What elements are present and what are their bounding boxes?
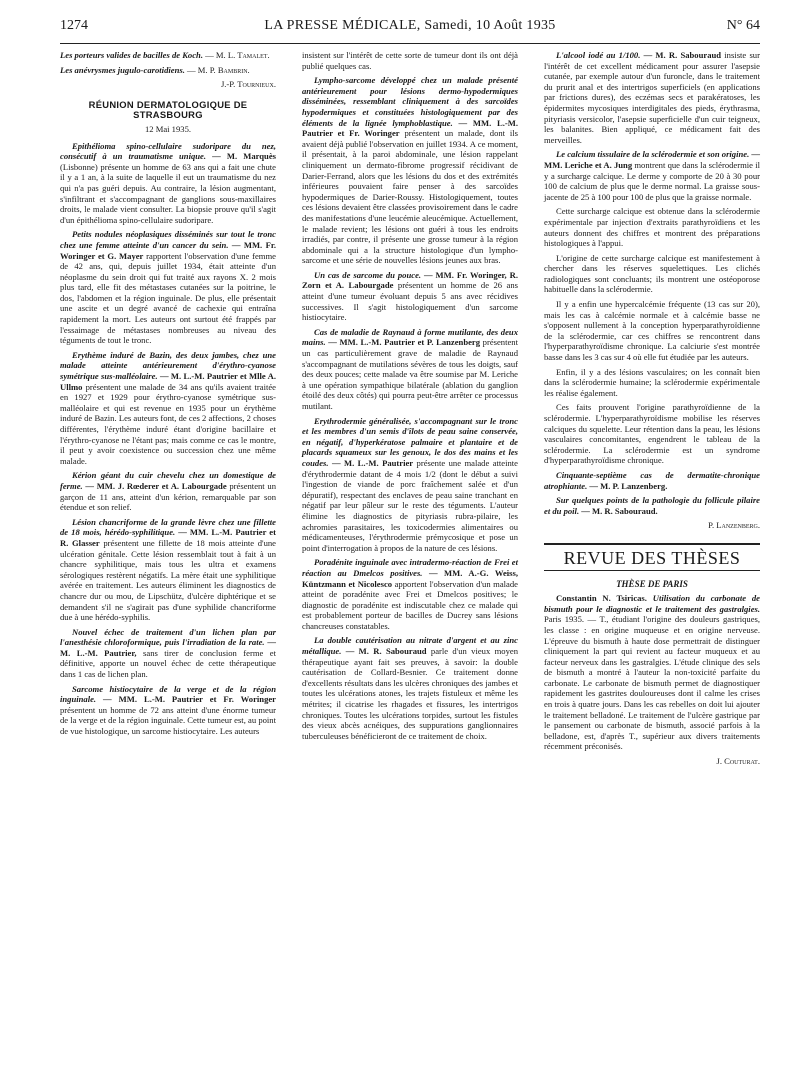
these-heading: THÈSE DE PARIS [616, 578, 688, 589]
column-1 [60, 50, 276, 741]
entry-authors: — M. L.-M. Pautrier, [60, 637, 276, 658]
entry-authors: — MM. L.-M. Pautrier et P. Lanzenberg [328, 337, 481, 348]
entry [544, 470, 760, 491]
paragraph: Ces faits prouvent l'origine parathyroïdienne de la sclérodermie. L'hyperparathyroïdisme mobilise les réserves calciques du squelette. Leur rétention dans la peau, les lésions vasculaires concomitantes, engendrent le tableau de la sclérodermie. La sclérodermie est un syndrome d'hyperparathyroïdisme chronique. [544, 402, 760, 466]
entry-title: Utilisation du carbonate de bismuth pour le diagnostic et le traitement des gastralgies. [544, 593, 760, 614]
paragraph: Enfin, il y a des lésions vasculaires; on les connaît bien dans la sclérodermie humaine; la sclérodermie expérimentale les réalise également. [544, 366, 760, 398]
entry-title: Un cas de sarcome du pouce. [314, 269, 422, 280]
entry-authors: — MM. L.-M. Pautrier et R. Glasser [60, 527, 276, 548]
entry [60, 470, 276, 512]
column-3 [544, 50, 760, 771]
entry-text: insiste sur l'intérêt de cet excellent médicament pour assurer l'asepsie cutanée, par exemple autour d'un furoncle, dans le traitement du prurit anal et des intertrigos superficiels (en applications par frictions dures), des eczémas secs et parakératoses, les épidermites mycosiques interdigitales des pieds, érythrasma, pityriasis versicolor, l'asepsie superficielle d'un cuir teigneux, les balanites. Bien appliqué, ce médicament fait des merveilles. [544, 50, 760, 145]
entry-text: présentent un garçon de 11 ans, atteint d'un kérion, remarquable par son étendue et son relief. [60, 480, 276, 513]
entry [60, 627, 276, 680]
entry-text: sans tirer de conclusion ferme et définitive, apporte un nouvel échec de cette thérapeutique dans 1 cas de lichen plan. [60, 647, 277, 680]
entry-authors: — M. L.-M. Pautrier [331, 457, 414, 468]
entry-title: Poradénite inguinale avec intradermo-réaction de Frei et réaction au Dmelcos positives. [302, 557, 518, 578]
entry [544, 495, 760, 516]
entry-authors: — MM. A.-G. Weiss, Küntzmann et Nicolesco [302, 567, 518, 589]
entry [302, 270, 518, 323]
entry-authors: — MM. L.-M. Pautrier et Fr. Woringer [302, 117, 519, 139]
paragraph: L'origine de cette surcharge calcique est manifestement à chercher dans les réserves squelettiques. Les clichés radiologiques sont concluants; ils montrent une ostéoporose habituelle dans la sclérodermie. [544, 252, 760, 295]
revue-title: REVUE DES THÈSES [563, 547, 741, 568]
entry-text: montrent que dans la sclérodermie il y a surcharge calcique. Le derme y comporte de 20 à 30 pour 100 de calcium de plus que le derme normal. La graisse sous-jacente de 25 à 100 pour 100 de plus que la graisse normale. [544, 159, 760, 202]
entry-authors: — M. R. Sabouraud. [581, 505, 658, 516]
entry [60, 141, 276, 226]
entry-authors: — M. R. Sabouraud [643, 50, 722, 60]
entry-title: Nouvel échec de traitement d'un lichen plan par l'anesthésie chloroformique, puis l'irradiation de la rate. [60, 626, 276, 648]
entry-authors: — MM. Fr. Woringer, R. Zorn et A. Labourgade [302, 269, 518, 291]
entry-authors: — MM. J. Rœderer et A. Labourgade [85, 480, 227, 491]
entry [544, 593, 760, 752]
entry-title: Lésion chancriforme de la grande lèvre chez une fillette de 18 mois, hérédo-syphilitique. [60, 516, 276, 538]
signature: J.-P. Tournieux. [220, 79, 276, 90]
entry-authors: — M. L. Tamalet. [205, 50, 270, 60]
entry-title: Lympho-sarcome développé chez un malade présenté antérieurement pour lésions dermo-hypodermiques disséminées, ressemblant cliniquement à des sarcoïdes hypodermiques et constituées histologiquement par des éléments de la lignée lymphoblastique. [302, 75, 518, 128]
entry-authors: — M. P. Lanzenberg. [589, 480, 668, 491]
page-header [60, 18, 760, 40]
entry-authors: — M. L.-M. Pautrier et Mlle A. Ullmo [60, 371, 276, 392]
entry [60, 684, 276, 737]
entry-authors: — M. P. Bambrin. [187, 64, 250, 75]
entry [302, 416, 518, 554]
entry-authors: — M. Marquès [212, 151, 276, 162]
revue-banner [544, 543, 760, 571]
entry-text: (Lisbonne) présente un homme de 63 ans qui a fait une chute il y a 1 an, à la suite de laquelle il eut un traumatisme du nez qui n'a pas guéri depuis. Au contraire, la lésion augmentant, s'infiltrant et s'accompagnant de ganglions sous-maxillaires droits, le malade vient consulter. La biopsie prouve qu'il s'agit d'un épithélioma spino-cellulaire sudoripare. [60, 161, 276, 225]
entry [60, 350, 276, 467]
section-title: RÉUNION DERMATOLOGIQUE DE STRASBOURG [88, 98, 248, 121]
section-date: 12 Mai 1935. [144, 123, 192, 134]
entry [302, 557, 518, 631]
entry-title: Sarcome histiocytaire de la verge et de la région inguinale. [60, 683, 276, 705]
entry [302, 635, 518, 741]
entry-title: Erythrodermie généralisée, s'accompagnant sur le tronc et les membres d'un semis d'îlots de peau saine conservée, en négatif, d'hyperkératose palmaire et plantaire et de placards squameux sur les genoux, le dos des mains et les coudes. [302, 415, 518, 468]
column-2 [302, 50, 518, 745]
header-rule [60, 43, 760, 44]
entry-authors: Constantin N. Tsiricas. [556, 593, 647, 604]
entry-title: Cinquante-septième cas de dermatite-chronique atrophiante. [544, 469, 760, 491]
entry-text: présentent un homme de 72 ans atteint d'une énorme tumeur de la verge et de la région inguinale. Cette tumeur est, au point de vue histologique, un sarcome histiocytaire. Les auteurs [60, 704, 276, 737]
entry-authors: — M. R. Sabouraud [345, 646, 427, 657]
signature: P. Lanzenberg. [708, 520, 760, 531]
entry-title: Cas de maladie de Raynaud à forme mutilante, des deux mains. [302, 326, 518, 348]
entry-text: parle d'un vieux moyen thérapeutique ayant fait ses preuves, à savoir: la double cautérisation de Collard-Besnier. Ce traitement donne d'excellents résultats dans les ulcères chroniques des jambes et toutes les ulcérations atones, les trajets fistuleux et même les métrites; il cicatrise les rhagades et fissures, les intertrigos chroniques. Toutes les ulcérations torpides, surtout les fistules des vieux abcès acnéiques, des suppurations ganglionnaires tuberculeuses bénéficieront de ce traitement de choix. [302, 646, 518, 741]
entry-text: présentent un malade, dont ils avaient déjà publié l'observation en juillet 1934. A ce moment, il présentait, à la paroi abdominale, une lésion rappelant cliniquement un dermato-fibrome progressif récidivant de Darier-Ferrand, alors que les lésions du dos et des extrémités inférieures pouvaient faire penser à des sarcoïdes hypodermiques de Darier-Roussy. Histologiquement, toutes ces lésions devaient être classées provisoirement dans le cadre des manifestations d'une leucémie aleucémique. Actuellement, le malade revient; les lésions ont guéri à tous les endroits irradiés, par contre, il présente une grosse tumeur à la région abdominale qui a la structure histologique d'un lympho-sarcome et une série de nouvelles lésions jeunes aux bras. [302, 128, 518, 266]
entry-title: Les porteurs valides de bacilles de Koch. [60, 50, 203, 60]
entry-authors: — MM. Fr. Woringer et G. Mayer [60, 239, 277, 261]
entry [302, 75, 518, 266]
entry-continuation: insistent sur l'intérêt de cette sorte de tumeur dont ils ont déjà publié quelques cas. [302, 50, 518, 71]
entry [60, 65, 276, 76]
entry [544, 149, 760, 202]
entry [60, 517, 276, 623]
entry-title: Le calcium tissulaire de la sclérodermie et son origine. [556, 149, 750, 160]
entry [60, 229, 276, 346]
journal-title: LA PRESSE MÉDICALE, Samedi, 10 Août 1935 [264, 18, 556, 33]
entry [544, 50, 760, 145]
paragraph: Il y a enfin une hypercalcémie fréquente (13 cas sur 20), mais les cas à calcémie normale et à calcémie basse ne s'opposent nullement à la conception hyperparathyroïdienne de la sclérodermie, car ces chiffres se rencontrent dans l'hyperparathyroïdisme chronique. La calciurie s'est montrée basse dans les 3 cas sur 4 où elle fut étudiée par les auteurs. [544, 299, 760, 363]
issue-number: N° 64 [726, 18, 760, 33]
entry-authors: — MM. Leriche et A. Jung [544, 149, 760, 170]
entry-text: présentent une malade de 34 ans qu'ils avaient traitée en 1927 et 1929 pour érythro-cyanose symétrique sus-malléolaire et qui est revenue en 1935 pour un érythème induré de Bazin. Les auteurs font, de ces 2 affections, 2 choses différentes, l'érythème induré étant d'origine bacillaire et l'érythro-cyanose ne l'étant pas; mais comme ce cas le montre, il peut y avoir coexistence ou succession chez une même malade. [60, 381, 276, 466]
entry-text: présentent un homme de 26 ans atteint d'une tumeur évoluant depuis 5 ans avec récidives successives. Il s'agit histologiquement d'un sarcome histiocytaire. [302, 280, 518, 323]
page-number: 1274 [60, 18, 88, 33]
entry-text: apportent l'observation d'un malade atteint de poradénite avec Frei et Dmelcos positives; le diagnostic de poradénite est indiscutable chez ce malade qui est probablement porteur de bacilles de Ducrey sans lésions chancreuses constatables. [302, 578, 518, 631]
entry-title: L'alcool iodé au 1/100. [556, 50, 641, 60]
entry-authors: — MM. L.-M. Pautrier et Fr. Woringer [103, 694, 276, 705]
signature: J. Couturat. [716, 756, 760, 767]
entry-title: Sur quelques points de la pathologie du follicule pilaire et du poil. [544, 495, 760, 516]
entry-text: présentent une fillette de 18 mois atteinte d'une ulcération génitale. Cette lésion ressemblait tout à fait à un chancre syphilitique, mais tous les ultra et examens sérologiques restèrent négatifs. La mère était une syphilitique avérée en traitement. Les auteurs éliminent les diagnostics de chancre dur ou mou, de Lipschütz, d'ulcère diphtérique et se demandent s'il ne s'agirait pas d'une syphilide chancriforme due à une hérédo-syphilis. [60, 537, 276, 623]
entry-title: La double cautérisation au nitrate d'argent et au zinc métallique. [302, 635, 518, 657]
entry-title: Les anévrysmes jugulo-carotidiens. [60, 64, 185, 75]
entry-text: Paris 1935. — T., étudiant l'origine des douleurs gastriques, les classe : en origine muqueuse et en origine nerveuse. L'épreuve du bismuth à haute dose permettrait de distinguer cliniquement la part qui revient au facteur muqueux et au facteur nerveux dans les gastralgies. L'étude clinique des sels de bismuth a montré à l'auteur la non-toxicité parfaite du carbonate. Le carbonate de bismuth permet de diagnostiquer rapidement les gastrites douloureuses dont il calme les crises en trois à quatre jours. Dans les cas rebelles on doit lui ajouter le traitement belladoné. Le traitement de l'ulcère gastrique par le pansement ou carbonate de bismuth, associé parfois à la belladone, est, d'après T., supérieur aux divers traitements récemment préconisés. [544, 614, 760, 752]
entry [60, 50, 276, 61]
entry-text: présente une malade atteinte d'érythrodermie datant de 4 mois 1/2 (dont le début a suivi l'ingestion de viande de porc fraîchement salée et d'un dépuratif), respectant des enclaves de peau saine tranchant en négatif par leur pâleur sur le reste des téguments. L'auteur élimine les diagnostics de pityriasis rubra-pilaire, les achromies parasitaires, les toxicodermies alimentaires ou médicamenteuses, l'érythrodermie prémycosique et pose un point d'interrogation à propos de la nature de ces lésions. [302, 457, 518, 553]
entry-text: présentent un cas particulièrement grave de maladie de Raynaud s'accompagnant de mutilations sévères de tous les doigts, sauf des deux pouces; cette malade va être soumise par M. Leriche à une opération sympathique bilatérale (ablation du ganglion étoilé des deux côtés) qui pourra peut-être arrêter ce processus mutilant. [302, 337, 518, 411]
entry-title: Petits nodules néoplasiques disséminés sur tout le tronc chez une femme atteinte d'un cancer du sein. [60, 229, 276, 250]
entry-title: Kérion géant du cuir chevelu chez un domestique de ferme. [60, 470, 276, 491]
entry-title: Epithélioma spino-cellulaire sudoripare du nez, consécutif à un traumatisme unique. [60, 140, 276, 162]
paragraph: Cette surcharge calcique est obtenue dans la sclérodermie expérimentale par injection d'extraits parathyroïdiens et les auteurs donnent des chiffres et montrent des préparations histologiques à l'appui. [544, 206, 760, 249]
entry [302, 327, 518, 412]
entry-title: Erythème induré de Bazin, des deux jambes, chez une malade atteinte antérieurement d'érythro-cyanose symétrique sus-malléolaire. [60, 349, 276, 382]
entry-text: rapportent l'observation d'une femme de 42 ans, qui, depuis juillet 1934, était atteinte d'un néoplasme du sein droit qui fut traité aux rayons X. 2 mois plus tard, elle fit des métastases cutanées sur la poitrine, le dos, l'abdomen et la région inguinale. De plus, elle présentait une ascite et un degré avancé de cachexie qui entraîna rapidement la mort. Les auteurs ont surtout été frappés par l'essaimage de métastases nombreuses au niveau des téguments de tout le tronc. [60, 250, 276, 346]
